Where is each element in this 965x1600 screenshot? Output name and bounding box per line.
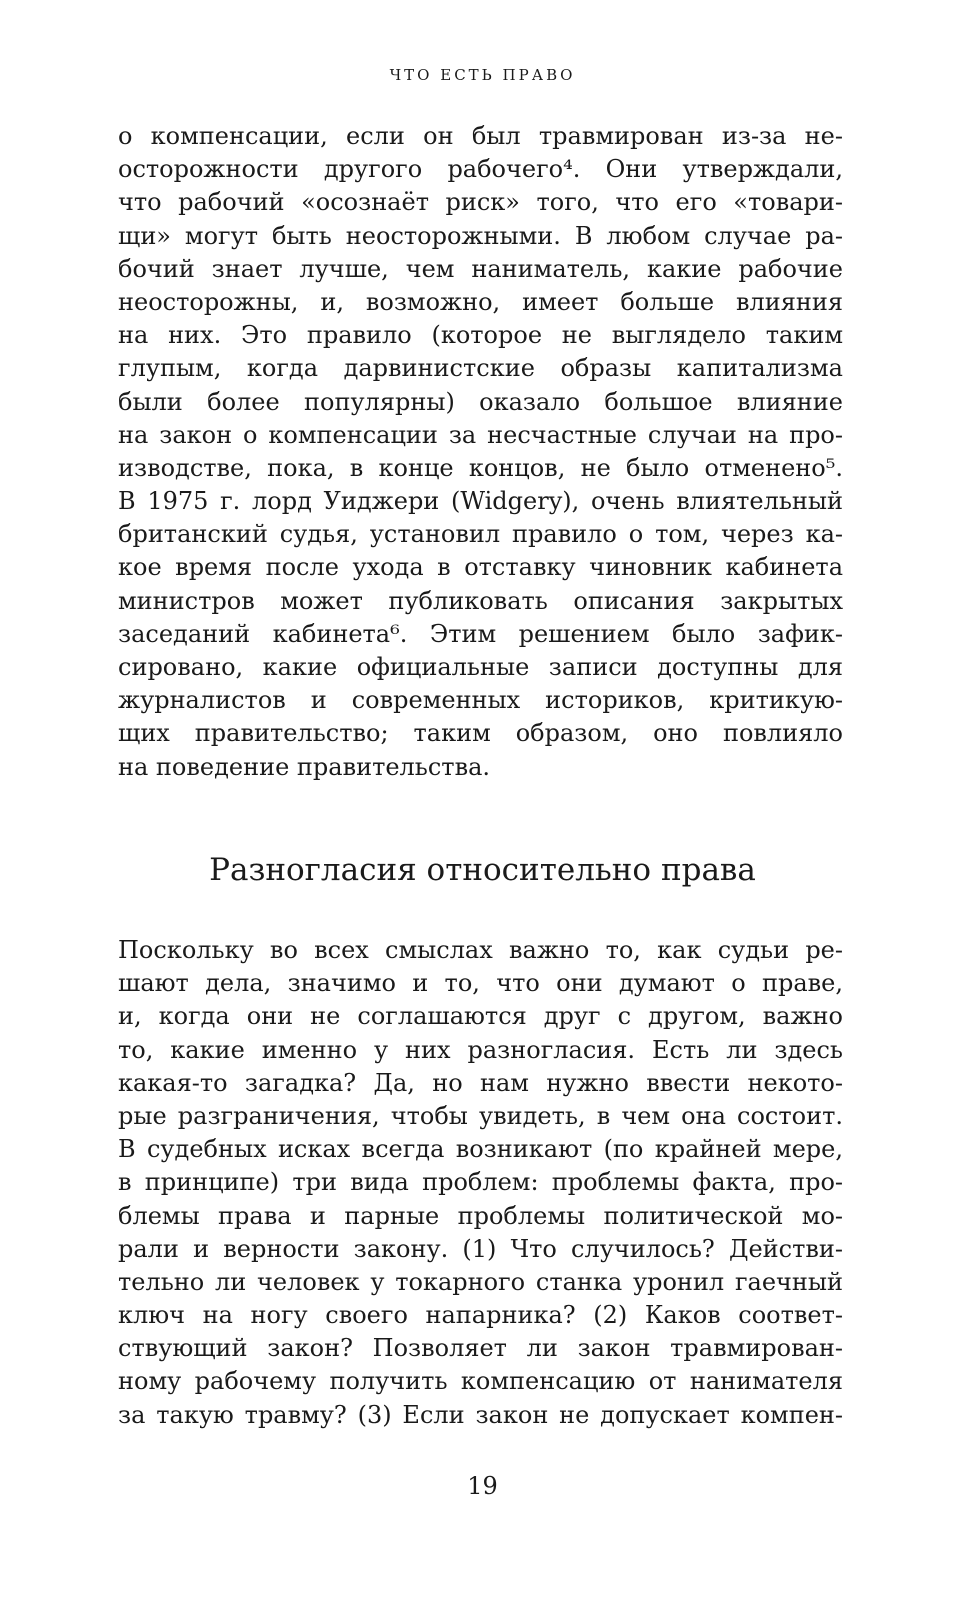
text-line: ключ на ногу своего напарника? (2) Каков соответ- xyxy=(118,1301,843,1330)
text-line: на поведение правительства. xyxy=(118,752,491,781)
text-line: осторожности другого рабочего⁴. Они утверждали, xyxy=(118,155,843,184)
text-line: кое время после ухода в отставку чиновник кабинета xyxy=(118,553,843,582)
text-line: на закон о компенсации за несчастные случаи на про- xyxy=(118,420,843,449)
text-line: и, когда они не соглашаются друг с другом, важно xyxy=(118,1002,843,1031)
text-line: бочий знает лучше, чем наниматель, какие рабочие xyxy=(118,254,843,283)
text-line: сировано, какие официальные записи доступны для xyxy=(118,653,843,681)
page-number: 19 xyxy=(467,1472,498,1500)
text-line: заседаний кабинета⁶. Этим решением было зафик- xyxy=(118,619,843,648)
text-line: В судебных исках всегда возникают (по крайней мере, xyxy=(118,1135,843,1164)
text-line: за такую травму? (3) Если закон не допускает компен- xyxy=(118,1400,843,1429)
text-line: британский судья, установил правило о том, через ка- xyxy=(118,520,843,549)
section-heading: Разногласия относительно права xyxy=(209,852,756,888)
text-line: то, какие именно у них разногласия. Есть ли здесь xyxy=(118,1035,843,1064)
text-line: рали и верности закону. (1) Что случилось? Действи- xyxy=(118,1234,843,1263)
text-line: какая-то загадка? Да, но нам нужно ввести некото- xyxy=(118,1068,843,1097)
text-line: В 1975 г. лорд Уиджери (Widgery), очень влиятельный xyxy=(118,487,843,516)
text-line: что рабочий «осознаёт риск» того, что его «товари- xyxy=(118,188,843,217)
text-line: щи» могут быть неосторожными. В любом случае ра- xyxy=(118,221,843,250)
text-line: тельно ли человек у токарного станка уронил гаечный xyxy=(118,1267,843,1296)
text-line: изводстве, пока, в конце концов, не было отменено⁵. xyxy=(118,453,843,482)
text-line: были более популярны) оказало большое влияние xyxy=(118,387,843,416)
text-line: на них. Это правило (которое не выглядело таким xyxy=(118,321,843,350)
text-line: щих правительство; таким образом, оно повлияло xyxy=(118,719,843,748)
text-line: министров может публиковать описания закрытых xyxy=(118,586,843,615)
running-head: ЧТО ЕСТЬ ПРАВО xyxy=(389,66,576,84)
text-line: Поскольку во всех смыслах важно то, как судьи ре- xyxy=(118,936,843,964)
text-line: в принципе) три вида проблем: проблемы факта, про- xyxy=(118,1168,843,1197)
paragraph-disagreements xyxy=(118,934,843,1432)
text-line: ному рабочему получить компенсацию от нанимателя xyxy=(118,1367,843,1396)
text-line: ствующий закон? Позволяет ли закон травмирован- xyxy=(118,1334,843,1363)
text-line: блемы права и парные проблемы политической мо- xyxy=(118,1201,843,1230)
text-line: шают дела, значимо и то, что они думают о праве, xyxy=(118,969,843,998)
text-line: журналистов и современных историков, критикую- xyxy=(118,686,843,715)
text-line: глупым, когда дарвинистские образы капитализма xyxy=(118,354,843,383)
text-line: рые разграничения, чтобы увидеть, в чем она состоит. xyxy=(118,1101,843,1130)
paragraph-compensation xyxy=(118,120,843,784)
text-line: неосторожны, и, возможно, имеет больше влияния xyxy=(118,287,843,316)
text-line: о компенсации, если он был травмирован из-за не- xyxy=(118,122,843,150)
